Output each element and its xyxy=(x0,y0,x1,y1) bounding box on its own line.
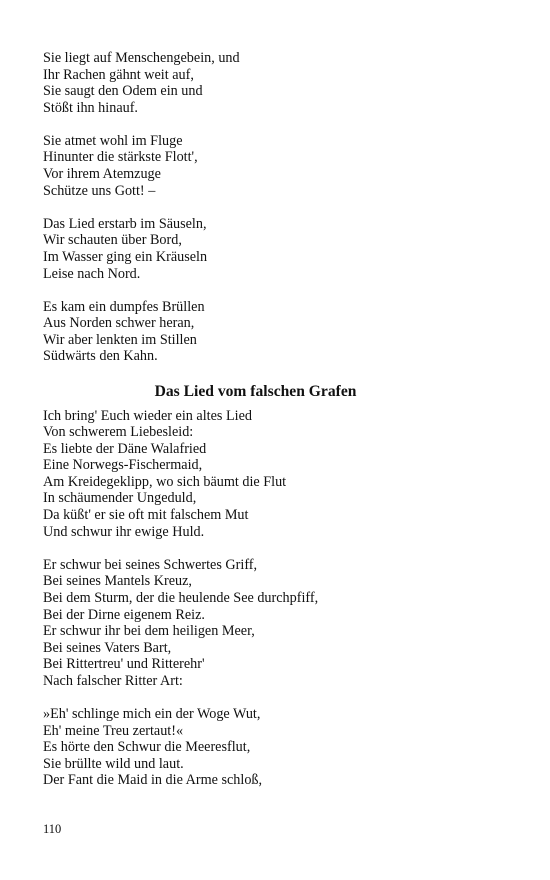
verse-line: Aus Norden schwer heran, xyxy=(43,315,195,332)
stanza xyxy=(43,408,513,541)
verse-line: Südwärts den Kahn. xyxy=(43,348,158,365)
verse-line: In schäumender Ungeduld, xyxy=(43,490,197,507)
stanza xyxy=(43,299,513,365)
verse-line: Bei seines Vaters Bart, xyxy=(43,639,172,656)
verse-line: Schütze uns Gott! – xyxy=(43,182,156,199)
verse-line: Nach falscher Ritter Art: xyxy=(43,672,183,689)
stanza xyxy=(43,133,513,199)
verse-line: Sie saugt den Odem ein und xyxy=(43,83,203,100)
verse-line: Es kam ein dumpfes Brüllen xyxy=(43,298,205,315)
verse-line: Bei seines Mantels Kreuz, xyxy=(43,573,192,590)
verse-line: Wir schauten über Bord, xyxy=(43,232,182,249)
verse-line: Da küßt' er sie oft mit falschem Mut xyxy=(43,507,249,524)
verse-line: Es liebte der Däne Walafried xyxy=(43,440,207,457)
poem-falscher-graf xyxy=(43,408,513,789)
verse-line: Von schwerem Liebesleid: xyxy=(43,424,194,441)
verse-line: Eh' meine Treu zertaut!« xyxy=(43,722,184,739)
verse-line: Sie atmet wohl im Fluge xyxy=(43,132,183,149)
verse-line: Bei Rittertreu' und Ritterehr' xyxy=(43,656,205,673)
verse-line: Ihr Rachen gähnt weit auf, xyxy=(43,66,194,83)
verse-line: Leise nach Nord. xyxy=(43,265,141,282)
verse-line: Bei der Dirne eigenem Reiz. xyxy=(43,606,205,623)
verse-line: Im Wasser ging ein Kräuseln xyxy=(43,248,208,265)
verse-line: Sie brüllte wild und laut. xyxy=(43,755,184,772)
verse-line: Bei dem Sturm, der die heulende See durchpfiff, xyxy=(43,589,319,606)
verse-line: Es hörte den Schwur die Meeresflut, xyxy=(43,739,251,756)
poem-continued xyxy=(43,50,513,365)
verse-line: Wir aber lenkten im Stillen xyxy=(43,331,197,348)
verse-line: Er schwur ihr bei dem heiligen Meer, xyxy=(43,623,255,640)
verse-line: Stößt ihn hinauf. xyxy=(43,99,138,116)
page-number: 110 xyxy=(43,822,62,836)
stanza xyxy=(43,50,513,116)
stanza xyxy=(43,216,513,282)
stanza xyxy=(43,706,513,789)
verse-line: Eine Norwegs-Fischermaid, xyxy=(43,457,203,474)
page-body xyxy=(43,50,513,805)
verse-line: Und schwur ihr ewige Huld. xyxy=(43,523,205,540)
verse-line: Das Lied erstarb im Säuseln, xyxy=(43,215,207,232)
verse-line: Sie liegt auf Menschengebein, und xyxy=(43,50,240,66)
verse-line: Er schwur bei seines Schwertes Griff, xyxy=(43,556,258,573)
verse-line: Hinunter die stärkste Flott', xyxy=(43,149,198,166)
verse-line: »Eh' schlinge mich ein der Woge Wut, xyxy=(43,706,261,722)
verse-line: Ich bring' Euch wieder ein altes Lied xyxy=(43,407,252,424)
stanza xyxy=(43,557,513,690)
verse-line: Vor ihrem Atemzuge xyxy=(43,166,161,183)
poem-title: Das Lied vom falschen Grafen xyxy=(154,382,357,400)
verse-line: Der Fant die Maid in die Arme schloß, xyxy=(43,772,263,789)
verse-line: Am Kreidegeklipp, wo sich bäumt die Flut xyxy=(43,473,287,490)
